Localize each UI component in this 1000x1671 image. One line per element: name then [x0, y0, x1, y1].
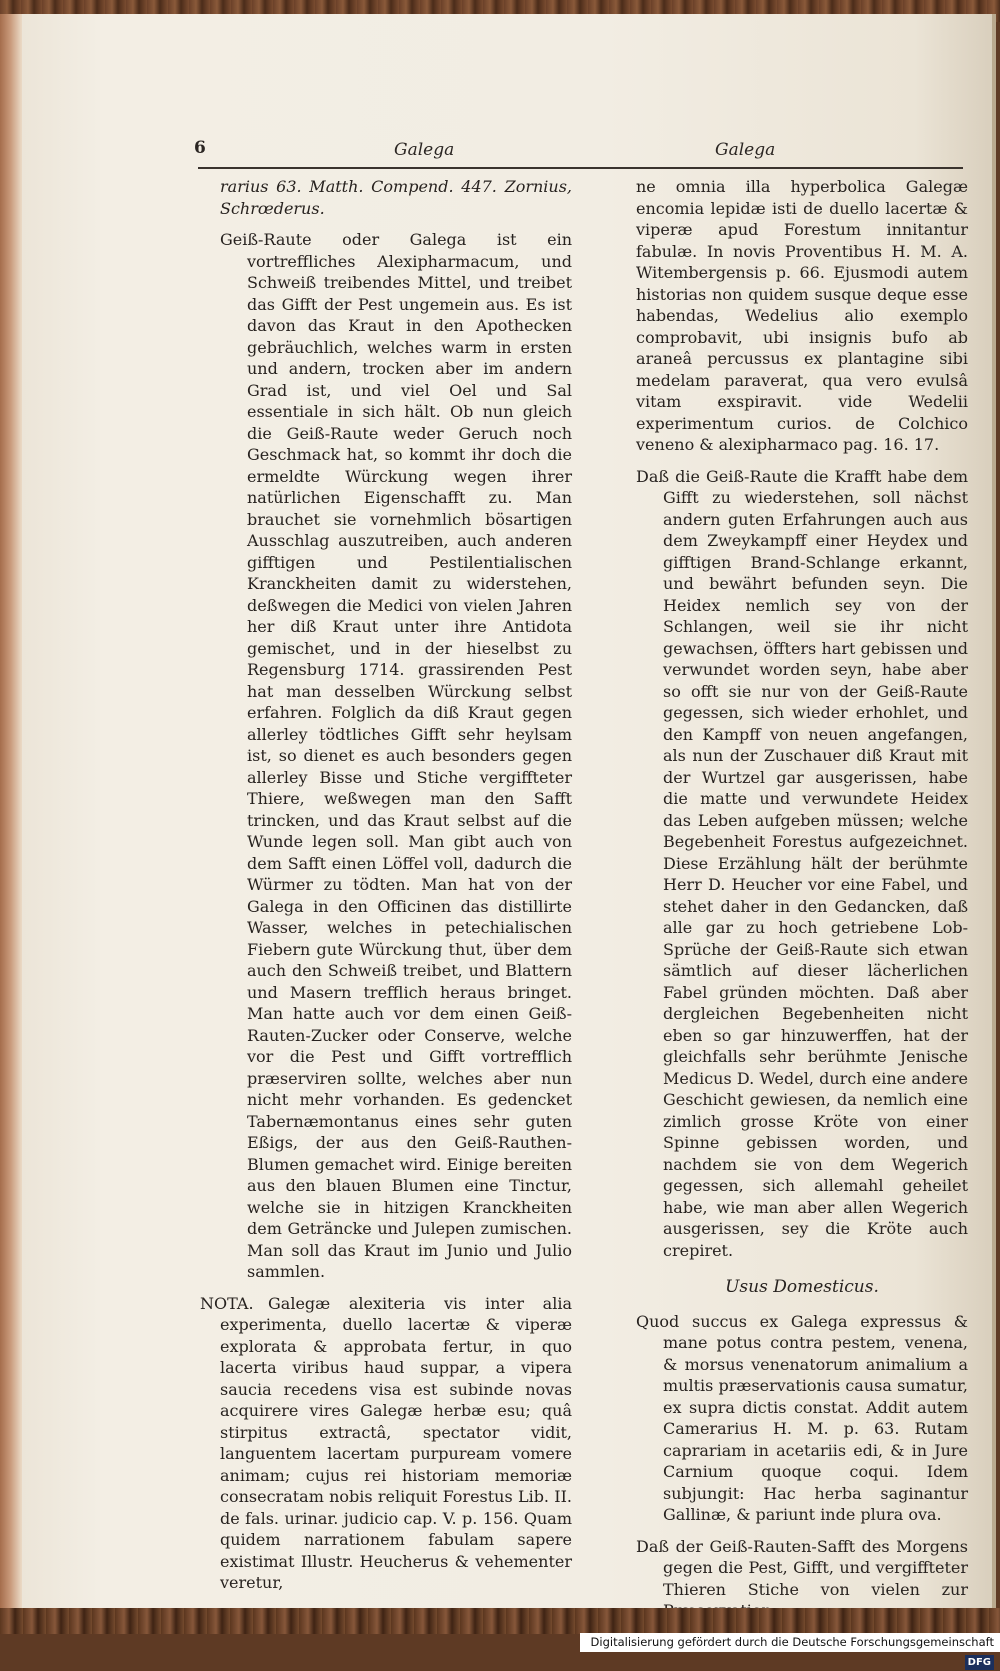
header-rule: [198, 167, 963, 169]
left-column: [200, 176, 572, 1594]
right-column: [636, 176, 968, 1622]
nota-text: Galegæ alexiteria vis inter alia experimenta, duello lacertæ & viperæ explorata & approbata fertur, in quo lacerta viribus haud suppar, a vipera saucia recedens visa est subinde novas acquirere vires Galegæ herbæ esu; quâ stirpitus extractâ, spectator vidit, languentem lacertam purpuream vomere animam; cujus rei historiam memoriæ consecratam nobis reliquit Forestus Lib. II. de fals. urinar. judicio cap. V. p. 156. Quam quidem narrationem fabulam sapere existimat Illustr. Heucherus & vehementer veretur,: [220, 1293, 572, 1592]
german-paragraph-left: Geiß-Raute oder Galega ist ein vortreffliches Alexipharmacum, und Schweiß treibendes Mittel, und treibet das Gifft der Pest ungemein aus. Es ist davon das Kraut in den Apothecken gebräuchlich, welches warm in ersten und andern, trocken aber im andern Grad ist, und viel Oel und Sal essentiale in sich hält. Ob nun gleich die Geiß-Raute weder Geruch noch Geschmack hat, so kommt ihr doch die ermeldte Würckung wegen ihrer natürlichen Eigenschafft zu. Man brauchet sie vornehmlich bösartigen Ausschlag auszutreiben, auch anderen gifftigen und Pestilentialischen Kranckheiten damit zu widerstehen, deßwegen die Medici von vielen Jahren her diß Kraut unter ihre Antidota gemischet, und in der hieselbst zu Regensburg 1714. grassirenden Pest hat man desselben Würckung selbst erfahren. Folglich da diß Kraut gegen allerley tödtliches Gifft sehr heylsam ist, so dienet es auch besonders gegen allerley Bisse und Stiche vergiffteter Thiere, weßwegen man den Safft trincken, und das Kraut selbst auf die Wunde legen soll. Man gibt auch von dem Safft einen Löffel voll, dadurch die Würmer zu tödten. Man hat von der Galega in den Officinen das distillirte Wasser, welches in petechialischen Fiebern gute Würckung thut, über dem auch den Schweiß treibet, und Blattern und Masern trefflich heraus bringet. Man hatte auch vor dem einen Geiß-Rauten-Zucker oder Conserve, welche vor die Pest und Gifft vortrefflich præserviren sollte, welches aber nun nicht mehr vorhanden. Es gedencket Tabernæmontanus eines sehr guten Eßigs, der aus den Geiß-Rauthen-Blumen gemachet wird. Einige bereiten aus den blauen Blumen eine Tinctur, welche sie in hitzigen Kranckheiten dem Geträncke und Julepen zumischen. Man soll das Kraut im Junio und Julio sammlen.: [220, 230, 572, 1281]
nota-paragraph: [200, 1293, 572, 1594]
section-subheading: Usus Domesticus.: [725, 1277, 879, 1297]
book-page: [22, 14, 996, 1612]
german-paragraph-final: Daß der Geiß-Rauten-Safft des Morgens gegen die Pest, Gifft, und vergiffteter Thieren Stiche von vielen zur: [636, 1536, 968, 1599]
page-number: 6: [194, 138, 206, 158]
wooden-background-bottom: [0, 1608, 1000, 1634]
latin-paragraph-usus: Quod succus ex Galega expressus & mane potus contra pestem, venena, & morsus venenatorum animalium a multis præservationis causa sumatur, ex supra dictis constat. Addit autem Camerarius H. M. p. 63. Rutam caprariam in acetariis edi, & in Jure Carnium quoque coqui. Idem subjungit: Hac herba saginantur Gallinæ, & pariunt inde plura ova.: [636, 1311, 968, 1524]
running-head-right: Galega: [715, 140, 776, 160]
running-head-left: Galega: [394, 140, 455, 160]
digitization-footer: [580, 1633, 1000, 1668]
nota-label: NOTA.: [200, 1293, 254, 1313]
footer-text: Digitalisierung gefördert durch die Deutsche Forschungsgemeinschaft: [590, 1635, 994, 1649]
latin-continuation-left: rarius 63. Matth. Compend. 447. Zornius, Schrœderus.: [220, 177, 572, 218]
latin-continuation-right: ne omnia illa hyperbolica Galegæ encomia lepidæ isti de duello lacertæ & viperæ apud Forestum innitantur fabulæ. In novis Proventibus H. M. A. Witembergensis p. 66. Ejusmodi autem historias non quidem susque deque esse habendas, Wedelius alio exemplo comprobavit, ubi insignis bufo ab araneâ percussus ex plantagine sibi medelam paraverat, qua vero evulsâ vitam exspiravit. vide Wedelii experimentum curios. de Colchico veneno & alexipharmaco pag. 16. 17.: [636, 177, 968, 454]
german-paragraph-right: Daß die Geiß-Raute die Krafft habe dem Gifft zu wiederstehen, soll nächst andern guten Erfahrungen auch aus dem Zweykampff einer Heydex und gifftigen Brand-Schlange erkannt, und bewährt befunden seyn. Die Heidex nemlich sey von der Schlangen, weil sie ihr nicht gewachsen, öffters hart gebissen und verwundet worden seyn, habe aber so offt sie nur von der Geiß-Raute gegessen, sich wieder erhohlet, und den Kampff von neuen angefangen, als nun der Zuschauer diß Kraut mit der Wurtzel gar ausgerissen, habe die matte und verwundete Heidex das Leben aufgeben müssen; welche Begebenheit Forestus aufgezeichnet. Diese Erzählung hält der berühmte Herr D. Heucher vor eine Fabel, und stehet daher in den Gedancken, daß alle gar zu hoch getriebene Lob-Sprüche der Geiß-Raute sich etwan sämtlich auf dieser lächerlichen Fabel gründen möchten. Daß aber dergleichen Begebenheiten nicht eben so gar hinzuwerffen, hat der gleichfalls sehr berühmte Jenische Medicus D. Wedel, durch eine andere Geschicht gewiesen, da nemlich eine zimlich grosse Kröte von einer Spinne gebissen worden, und nachdem sie von dem Wegerich gegessen, sich allemahl geheilet habe, wie man aber allen Wegerich ausgerissen, sey die Kröte auch crepiret.: [636, 466, 968, 1260]
dfg-logo: DFG: [965, 1655, 994, 1670]
